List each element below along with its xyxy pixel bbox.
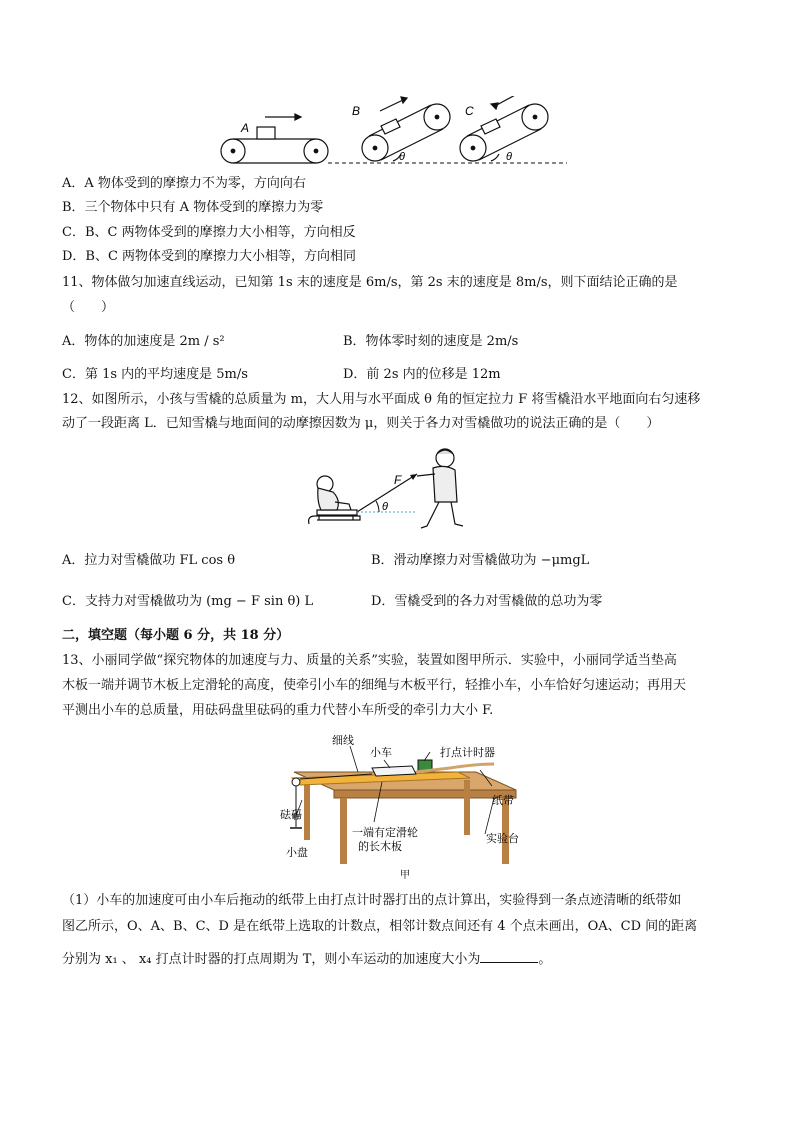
q13-sub1-line-1: （1）小车的加速度可由小车后拖动的纸带上由打点计时器打出的点计算出，实验得到一条点迹清晰的纸带如	[62, 893, 682, 908]
q12-option-c: C．支持力对雪橇做功为 (mg − F sin θ) L	[62, 594, 314, 609]
q13-stem-1: 13、小丽同学做“探究物体的加速度与力、质量的关系”实验，装置如图甲所示．实验中，小丽同学适当垫高	[62, 653, 677, 668]
table-leg	[304, 780, 310, 840]
label-thread: 细线	[332, 735, 354, 747]
label-board-2: 的长木板	[358, 841, 402, 853]
table-leg	[340, 798, 347, 864]
label-cart: 小车	[370, 747, 392, 759]
theta-arc	[376, 501, 379, 512]
figure-caption: 甲	[400, 870, 410, 881]
table-leg	[464, 780, 470, 835]
q11-option-a: A．物体的加速度是 2m / s²	[62, 334, 225, 349]
pulley	[292, 778, 300, 786]
sled-with-child	[309, 476, 360, 524]
label-weights: 砝码	[280, 809, 302, 821]
q12-stem-2: 动了一段距离 L．已知雪橇与地面间的动摩擦因数为 μ，则关于各力对雪橇做功的说法正确的是（ ）	[62, 416, 660, 431]
q12-option-b: B．滑动摩擦力对雪橇做功为 −μmgL	[371, 553, 590, 568]
belt-b	[362, 97, 450, 161]
belt-b-theta: θ	[399, 151, 405, 163]
q10-option-b: B．三个物体中只有 A 物体受到的摩擦力为零	[62, 200, 324, 215]
section-2-heading: 二，填空题（每小题 6 分，共 18 分）	[62, 628, 290, 643]
label-board-1: 一端有定滑轮	[352, 827, 418, 839]
q11-option-b: B．物体零时刻的速度是 2m/s	[343, 334, 519, 349]
q10-option-d: D．B、C 两物体受到的摩擦力大小相等，方向相同	[62, 249, 357, 264]
q11-paren: （ ）	[62, 300, 115, 315]
table-leg	[502, 798, 509, 864]
label-pan: 小盘	[286, 847, 308, 859]
q13-stem-3: 平测出小车的总质量，用砝码盘里砝码的重力代替小车所受的牵引力大小 F.	[62, 703, 494, 718]
belt-a-label: A	[241, 121, 250, 135]
adult-figure	[417, 449, 463, 528]
label-tape: 纸带	[492, 795, 514, 807]
q12-stem-1: 12、如图所示，小孩与雪橇的总质量为 m，大人用与水平面成 θ 角的恒定拉力 F 将雪橇沿水平地面向右匀速移	[62, 392, 701, 407]
q13-sub1-line-2: 图乙所示，O、A、B、C、D 是在纸带上选取的计数点，相邻计数点间还有 4 个点未画出，OA、CD 间的距离	[62, 919, 698, 934]
q10-option-a: A．A 物体受到的摩擦力不为零，方向向右	[62, 176, 306, 191]
sled-figure	[305, 444, 475, 532]
q13-sub1-text: 分别为 x₁ 、 x₄ 打点计时器的打点周期为 T，则小车运动的加速度大小为	[62, 952, 481, 967]
answer-blank[interactable]	[480, 950, 538, 963]
q12-option-d: D．雪橇受到的各力对雪橇做的总功为零	[371, 594, 603, 609]
q13-stem-2: 木板一端并调节木板上定滑轮的高度，使牵引小车的细绳与木板平行，轻推小车，小车恰好匀速运动；再用天	[62, 678, 687, 693]
label-table: 实验台	[486, 833, 519, 845]
q13-sub1-end: 。	[538, 952, 552, 967]
q12-option-a: A．拉力对雪橇做功 FL cos θ	[62, 553, 236, 568]
q13-sub1-line-3	[62, 950, 551, 969]
experiment-apparatus-figure	[280, 730, 530, 882]
belt-c-theta: θ	[506, 151, 512, 163]
force-label-f: F	[394, 473, 402, 487]
q11-option-c: C．第 1s 内的平均速度是 5m/s	[62, 367, 248, 382]
q10-option-c: C．B、C 两物体受到的摩擦力大小相等，方向相反	[62, 225, 356, 240]
q11-stem: 11、物体做匀加速直线运动，已知第 1s 末的速度是 6m/s，第 2s 末的速度是 8m/s，则下面结论正确的是	[62, 275, 678, 290]
belt-a	[221, 114, 328, 163]
q11-option-d: D．前 2s 内的位移是 12m	[343, 367, 501, 382]
belt-c-label: C	[465, 104, 474, 118]
cart	[372, 766, 416, 776]
belt-b-label: B	[352, 104, 361, 118]
label-timer: 打点计时器	[440, 747, 495, 759]
force-arrowhead	[410, 474, 417, 480]
theta-label: θ	[382, 501, 388, 513]
conveyor-belts-figure	[215, 96, 575, 168]
